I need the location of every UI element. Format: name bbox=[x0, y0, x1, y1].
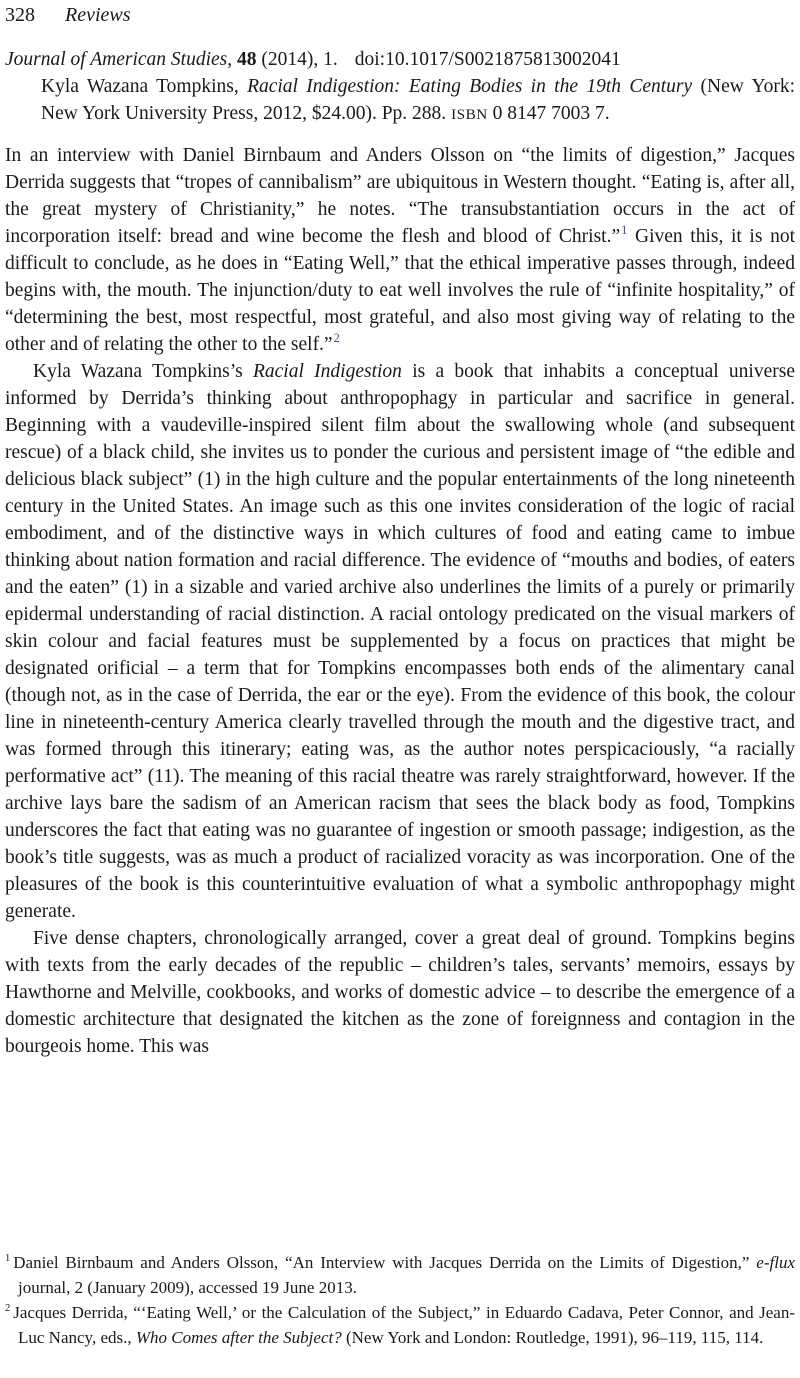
doi-text: doi:10.1017/S0021875813002041 bbox=[354, 49, 621, 70]
footnote-1-text-b: journal, 2 (January 2009), accessed 19 June 2013. bbox=[18, 1278, 357, 1297]
issue-info: (2014), 1. bbox=[256, 49, 338, 70]
footnote-2-text-a: Jacques Derrida, “‘Eating Well,’ or the Calculation of the Subject,” in Eduardo Cadava, Peter Connor, and Jean-Luc Nancy, eds., bbox=[13, 1303, 795, 1347]
body-paragraph-3: Five dense chapters, chronologically arranged, cover a great deal of ground. Tompkins begins with texts from the early decades of the republic – children’s tales, servants’ memoirs, essays by Hawthorne and Melville, cookbooks, and works of domestic advice – to describe the emergence of a domestic architecture that designated the kitchen as the zone of foreignness and contagion in the bourgeois home. This was bbox=[5, 928, 795, 1057]
footnote-1 bbox=[5, 1250, 795, 1300]
running-head-title: Reviews bbox=[65, 4, 131, 26]
footnote-2-marker: 2 bbox=[5, 1303, 11, 1315]
footnote-2-text-b: (New York and London: Routledge, 1991), 96–119, 115, 114. bbox=[341, 1328, 764, 1347]
footnote-2 bbox=[5, 1300, 795, 1350]
footnotes-section bbox=[5, 1250, 795, 1350]
journal-citation-line bbox=[5, 46, 795, 73]
page-number: 328 bbox=[5, 4, 35, 26]
book-citation bbox=[41, 73, 795, 128]
inline-book-title: Racial Indigestion bbox=[252, 361, 402, 382]
volume-number: 48 bbox=[237, 49, 257, 70]
book-title: Racial Indigestion: Eating Bodies in the 19th Century bbox=[247, 76, 693, 97]
isbn-number: 0 8147 7003 7. bbox=[487, 103, 610, 124]
book-publication-info: (New York: New York University Press, 2012, $24.00). Pp. 288. bbox=[41, 76, 796, 124]
footnote-ref-1[interactable]: 1 bbox=[621, 222, 628, 237]
body-paragraph-1 bbox=[5, 142, 795, 358]
footnote-ref-2[interactable]: 2 bbox=[333, 330, 340, 345]
citation-separator: , bbox=[227, 49, 237, 70]
footnote-2-book-title: Who Comes after the Subject? bbox=[135, 1328, 342, 1347]
paragraph-1-text-b: Given this, it is not difficult to conclude, as he does in “Eating Well,” that the ethical imperative passes through, indeed begins with, the mouth. The injunction/duty to eat well involves the rule of “infinite hospitality,” of “determining the best, most respectful, most grateful, and also most giving way of relating to the other and of relating the other to the self.” bbox=[5, 226, 795, 355]
review-body bbox=[5, 142, 795, 1060]
paragraph-2-text-a: Kyla Wazana Tompkins’s bbox=[33, 361, 253, 382]
book-authors: Kyla Wazana Tompkins, bbox=[41, 76, 248, 97]
footnote-1-text-a: Daniel Birnbaum and Anders Olsson, “An Interview with Jacques Derrida on the Limits of Digestion,” bbox=[13, 1253, 757, 1272]
paragraph-1-text-a: In an interview with Daniel Birnbaum and Anders Olsson on “the limits of digestion,” Jacques Derrida suggests that “tropes of cannibalism” are ubiquitous in Western thought. “Eating is, after all, the great mystery of Christianity,” he notes. “The transubstantiation occurs in the act of incorporation itself: bread and wine become the flesh and blood of Christ.” bbox=[5, 145, 795, 247]
running-header bbox=[5, 3, 795, 27]
paragraph-2-text-b: is a book that inhabits a conceptual universe informed by Derrida’s thinking about anthropophagy in particular and sacrifice in general. Beginning with a vaudeville-inspired silent film about the swallowing whole (and subsequent rescue) of a black child, she invites us to ponder the curious and persistent image of “the edible and delicious black subject” (1) in the high culture and the popular entertainments of the long nineteenth century in the United States. An image such as this one invites consideration of the logic of racial embodiment, and of the distinctive ways in which cultures of food and eating came to imbue thinking about nation formation and racial difference. The evidence of “mouths and bodies, of eaters and the eaten” (1) in a sizable and varied archive also underlines the limits of a purely or primarily epidermal understanding of racial distinction. A racial ontology predicated on the visual markers of skin colour and facial features must be supplemented by a focus on practices that might be designated orificial – a term that for Tompkins encompasses both ends of the alimentary canal (though not, as in the case of Derrida, the ear or the eye). From the evidence of this book, the colour line in nineteenth-century America clearly travelled through the mouth and the digestive tract, and was formed through this itinerary; eating was, as the author notes perspicaciously, “a racially performative act” (11). The meaning of this racial theatre was rarely straightforward, however. If the archive lays bare the sadism of an American racism that sees the black body as food, Tompkins underscores the fact that eating was no guarantee of ingestion or smooth passage; indigestion, as the book’s title suggests, was as much a product of racialized voracity as was incorporation. One of the pleasures of the book is this counterintuitive evaluation of what a symbolic anthropophagy might generate. bbox=[5, 361, 795, 922]
body-paragraph-2 bbox=[5, 358, 795, 925]
footnote-1-marker: 1 bbox=[5, 1253, 11, 1265]
isbn-label: ISBN bbox=[451, 106, 488, 123]
footnote-1-journal-name: e-flux bbox=[756, 1253, 795, 1272]
journal-title: Journal of American Studies bbox=[5, 49, 228, 70]
